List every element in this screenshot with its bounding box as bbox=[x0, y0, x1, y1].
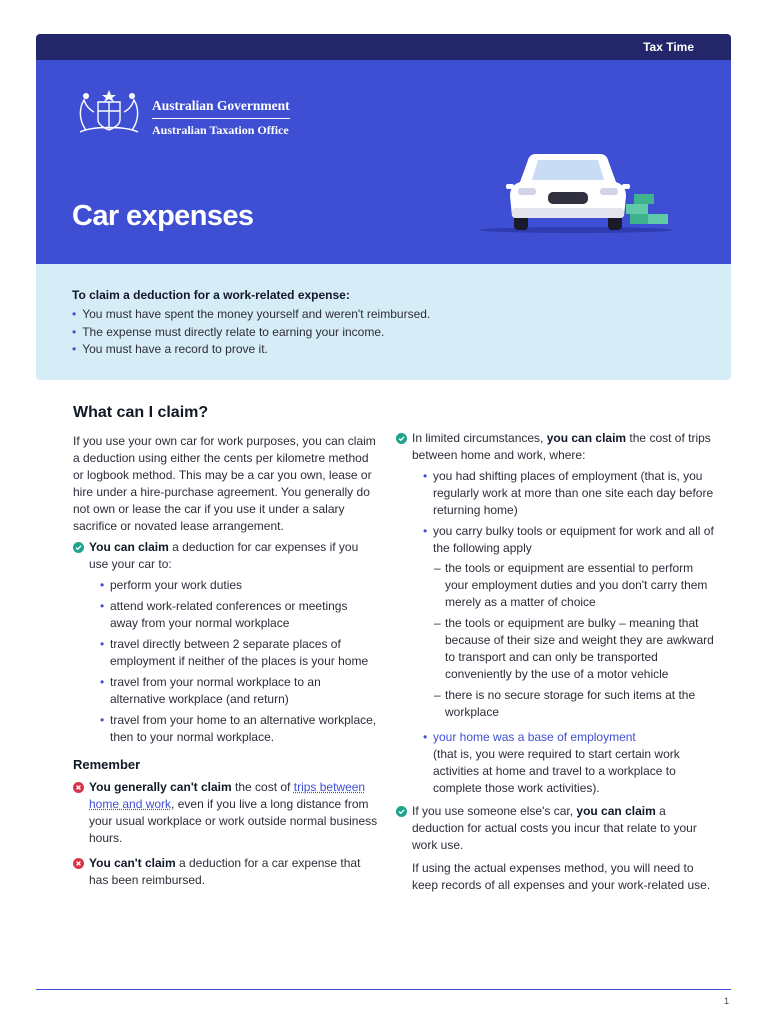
coat-of-arms-icon bbox=[72, 86, 146, 136]
home-base-of-employment-link[interactable]: your home was a base of employment bbox=[433, 730, 636, 744]
condition-item: – the tools or equipment are bulky – meaning that because of their size and weight they are awkward to transport and can only be transported conveniently by the use of a motor vehicle bbox=[434, 615, 716, 683]
requirements-heading: To claim a deduction for a work-related expense: bbox=[72, 288, 350, 302]
left-column bbox=[73, 404, 378, 893]
limited-circumstances-item: In limited circumstances, you can claim the cost of trips between home and work, where: • you had shifting places of employment (that is, you regularly work at more than one site each day before returning home) • you carry bulky tools or equipment for work and all of the following apply – the tools or equipment are essential to perform your employment duties and you don't carry them merely as a matter of choice – the tools or equipment are bulky – meaning that because of their size and weight they are awkward to transport and can only be transported conveniently by the use of a motor vehicle – there is no secure storage for such items at the workplace • your home was a base of employment (that is, you were required to start certain work activities at home and travel to a workplace to complete those work activities). bbox=[396, 430, 716, 797]
gov-name: Australian Government bbox=[152, 98, 290, 119]
remember-heading: Remember bbox=[73, 757, 141, 772]
condition-item: – the tools or equipment are essential to perform your employment duties and you don't carry them merely as a matter of choice bbox=[434, 560, 716, 611]
tax-time-tag: Tax Time bbox=[643, 40, 694, 54]
circumstances-list bbox=[423, 468, 716, 797]
footer-divider bbox=[36, 989, 731, 990]
agency-name: Australian Taxation Office bbox=[152, 123, 289, 137]
requirements-box bbox=[36, 264, 731, 380]
claim-list-item: • perform your work duties bbox=[100, 577, 378, 594]
cant-claim-item: You generally can't claim the cost of trips between home and work, even if you live a long distance from your usual workplace or work outside normal business hours. bbox=[73, 779, 378, 847]
cash-stack-icon bbox=[626, 194, 668, 224]
requirements-list bbox=[72, 306, 430, 359]
cross-circle-icon bbox=[73, 782, 84, 793]
intro-paragraph: If you use your own car for work purposes, you can claim a deduction using either the cents per kilometre method or logbook method. This may be a car you own, lease or hire under a hire-purchase agreement. You generally do not own or lease the car if you use it under a salary sacrifice or novated lease arrangement. bbox=[73, 434, 376, 533]
top-bar bbox=[36, 34, 731, 60]
actual-expenses-paragraph: If using the actual expenses method, you will need to keep records of all expenses and your work-related use. bbox=[412, 861, 711, 892]
claim-list-item: • travel from your home to an alternative workplace, then to your normal workplace. bbox=[100, 712, 378, 746]
car-illustration bbox=[476, 148, 676, 238]
circumstance-item: • you carry bulky tools or equipment for work and all of the following apply – the tools or equipment are essential to perform your employment duties and you don't carry them merely as a matter of choice – the tools or equipment are bulky – meaning that because of their size and weight they are awkward to transport and can only be transported conveniently by the use of a motor vehicle – there is no secure storage for such items at the workplace bbox=[423, 523, 716, 721]
someone-elses-car-item: If you use someone else's car, you can claim a deduction for actual costs you incur that relate to your work use. If using the actual expenses method, you will need to keep records of all expenses and your work-related use. bbox=[396, 803, 716, 894]
circumstance-item: • you had shifting places of employment (that is, you regularly work at more than one site each day before returning home) bbox=[423, 468, 716, 519]
cant-claim-reimbursed-item: You can't claim a deduction for a car expense that has been reimbursed. bbox=[73, 855, 378, 889]
requirement-item: • You must have a record to prove it. bbox=[72, 342, 268, 356]
trips-between-home-and-work-link[interactable]: trips between home and work bbox=[89, 780, 366, 811]
claim-list-item: • attend work-related conferences or meetings away from your normal workplace bbox=[100, 598, 378, 632]
circumstance-item: • your home was a base of employment (that is, you were required to start certain work activities at home and travel to a workplace to complete those work activities). bbox=[423, 729, 716, 797]
requirement-item: • The expense must directly relate to earning your income. bbox=[72, 324, 385, 339]
claim-list-item: • travel from your normal workplace to an alternative workplace (and return) bbox=[100, 674, 378, 708]
government-logo-text bbox=[152, 98, 290, 138]
section-title: What can I claim? bbox=[73, 404, 209, 421]
conditions-list bbox=[434, 560, 716, 721]
cross-circle-icon bbox=[73, 858, 84, 869]
right-column bbox=[396, 430, 716, 898]
condition-item: – there is no secure storage for such items at the workplace bbox=[434, 687, 716, 721]
can-claim-item: You can claim a deduction for car expenses if you use your car to: • perform your work duties • attend work-related conferences or meetings away from your normal workplace • travel directly between 2 separate places of employment if neither of the places is your home • travel from your normal workplace to an alternative workplace (and return) • travel from your home to an alternative workplace, then to your normal workplace. bbox=[73, 539, 378, 746]
claim-list bbox=[100, 577, 378, 746]
page-number: 1 bbox=[724, 996, 730, 1006]
hero-banner bbox=[36, 60, 731, 264]
claim-list-item: • travel directly between 2 separate places of employment if neither of the places is your home bbox=[100, 636, 378, 670]
tick-circle-icon bbox=[396, 433, 407, 444]
requirement-item: • You must have spent the money yourself and weren't reimbursed. bbox=[72, 307, 431, 321]
tick-circle-icon bbox=[73, 542, 84, 553]
tick-circle-icon bbox=[396, 806, 407, 817]
page-title: Car expenses bbox=[72, 200, 254, 232]
